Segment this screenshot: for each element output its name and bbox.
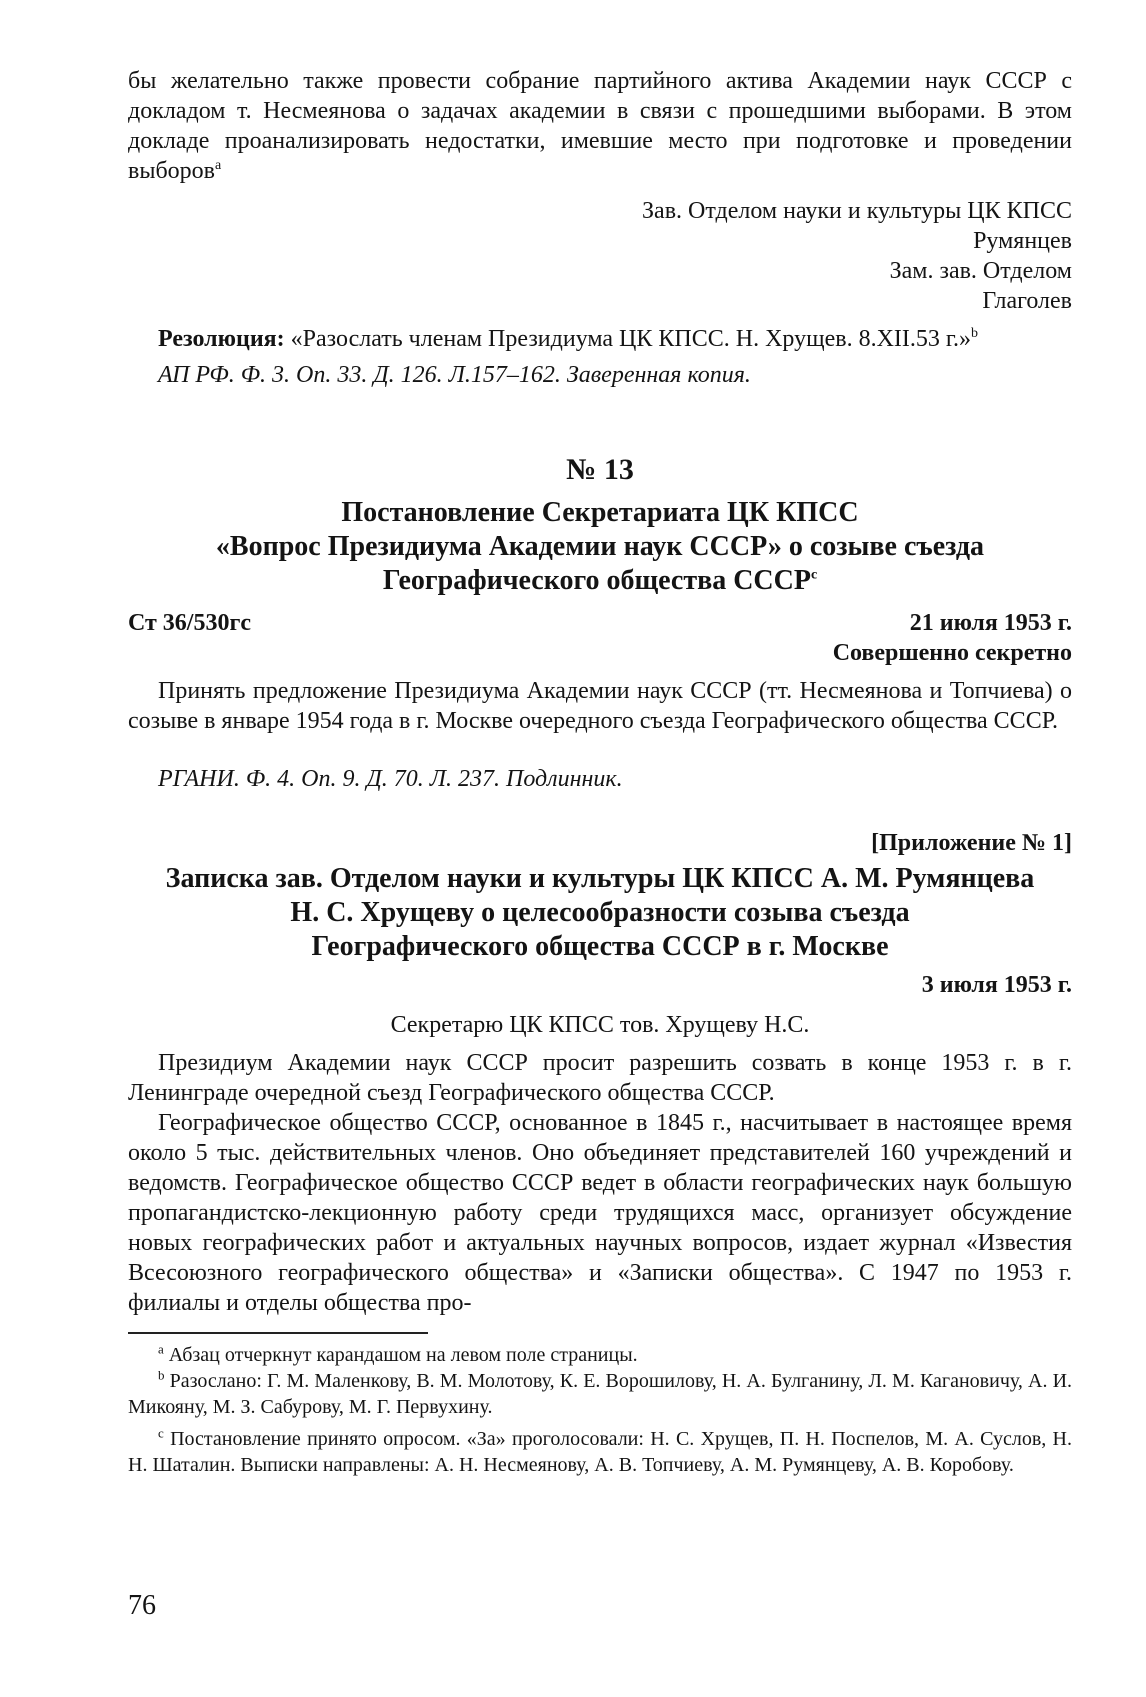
signature-title-1: Зав. Отделом науки и культуры ЦК КПСС xyxy=(642,198,1072,224)
footnote-b: $^b$ Разослано: Г. М. Маленкову, В. М. Молотову, К. Е. Ворошилову, Н. А. Булганину, Л. М. Кагановичу, А. И. Микояну, М. З. Сабурову, М. Г. Первухину. xyxy=(128,1367,1073,1418)
continuation-paragraph: бы желательно также провести собрание партийного актива Академии наук СССР с докладом т. Несмеянова о задачах академии в связи с прошедшими выборами. В этом докладе проанализировать недостатки, имевшие место при подготовке и проведении выборов$^а$ xyxy=(128,68,1072,184)
footnote-mark-b: b xyxy=(158,1367,165,1383)
appendix-title xyxy=(128,862,1072,964)
resolution-text: «Разослать членам Президиума ЦК КПСС. Н. Хрущев. 8.XII.53 г.» xyxy=(290,326,972,352)
footnote-mark-c: с xyxy=(158,1425,164,1441)
resolution-label: Резолюция: xyxy=(158,326,285,352)
footnote-divider xyxy=(128,1332,428,1334)
archive-source-1: АП РФ. Ф. 3. Оп. 33. Д. 126. Л.157–162. Заверенная копия. xyxy=(158,362,751,388)
footnote-mark-a: а xyxy=(158,1341,164,1357)
signature-name-2: Глаголев xyxy=(982,288,1072,314)
appendix-addressee: Секретарю ЦК КПСС тов. Хрущеву Н.С. xyxy=(390,1012,810,1038)
appendix-paragraph-1: Президиум Академии наук СССР просит разрешить созвать в конце 1953 г. в г. Ленинграде очередной съезд Географического общества СССР. xyxy=(128,1050,1072,1106)
document-body: Принять предложение Президиума Академии наук СССР (тт. Несмеянова и Топчиева) о созыве в январе 1954 года в г. Москве очередного съезда Географического общества СССР. xyxy=(128,678,1072,734)
footnotes xyxy=(128,1342,1072,1478)
footnote-a: $^а$ Абзац отчеркнут карандашом на левом поле страницы. xyxy=(158,1341,638,1366)
footnote-c: $^с$ Постановление принято опросом. «За» проголосовали: Н. С. Хрущев, П. Н. Поспелов, М. А. Суслов, Н. Н. Шаталин. Выписки направлены: А. Н. Несмеянову, А. В. Топчиеву, А. М. Румянцеву, А. В. Коробову. xyxy=(128,1425,1073,1476)
document-number: № 13 xyxy=(566,453,634,486)
appendix-title-line-3: Географического общества СССР в г. Москве xyxy=(311,931,889,962)
document-title xyxy=(128,496,1072,598)
signature-name-1: Румянцев xyxy=(973,228,1072,254)
appendix-paragraph-2: Географическое общество СССР, основанное в 1845 г., насчитывает в настоящее время около 5 тыс. действительных членов. Оно объединяет представителей 160 учреждений и ведомств. Географическое общество СССР ведет в области географических наук большую пропагандистско-лекционную работу среди трудящихся масс, организует обсуждение новых географических работ и актуальных научных вопросов, издает журнал «Известия Всесоюзного географического общества» и «Записки общества». С 1947 по 1953 г. филиалы и отделы общества про- xyxy=(128,1110,1072,1316)
document-meta-row xyxy=(128,608,1072,638)
footnote-ref-c: с xyxy=(810,567,818,583)
document-title-line-3-wrap xyxy=(128,564,1072,598)
appendix-title-line-2: Н. С. Хрущеву о целесообразности созыва съезда xyxy=(290,897,910,928)
document-date: 21 июля 1953 г. xyxy=(909,610,1072,636)
document-title-line-1: Постановление Секретариата ЦК КПСС xyxy=(341,497,859,528)
signature-block xyxy=(128,196,1072,316)
document-title-line-3: Географического общества СССР xyxy=(382,565,811,596)
archive-source-2: РГАНИ. Ф. 4. Оп. 9. Д. 70. Л. 237. Подлинник. xyxy=(158,766,623,792)
footnote-ref-b: b xyxy=(971,326,979,341)
footnote-ref-a: а xyxy=(215,158,222,173)
document-title-line-2: «Вопрос Президиума Академии наук СССР» о созыве съезда xyxy=(215,531,985,562)
document-ref: Ст 36/530гс xyxy=(128,610,252,636)
classification-stamp: Совершенно секретно xyxy=(832,640,1072,666)
appendix-date: 3 июля 1953 г. xyxy=(921,972,1072,998)
resolution xyxy=(128,324,1072,354)
page-number: 76 xyxy=(128,1590,156,1621)
signature-title-2: Зам. зав. Отделом xyxy=(889,258,1072,284)
appendix-label: [Приложение № 1] xyxy=(871,830,1072,856)
appendix-title-line-1: Записка зав. Отделом науки и культуры ЦК КПСС А. М. Румянцева xyxy=(165,863,1035,894)
